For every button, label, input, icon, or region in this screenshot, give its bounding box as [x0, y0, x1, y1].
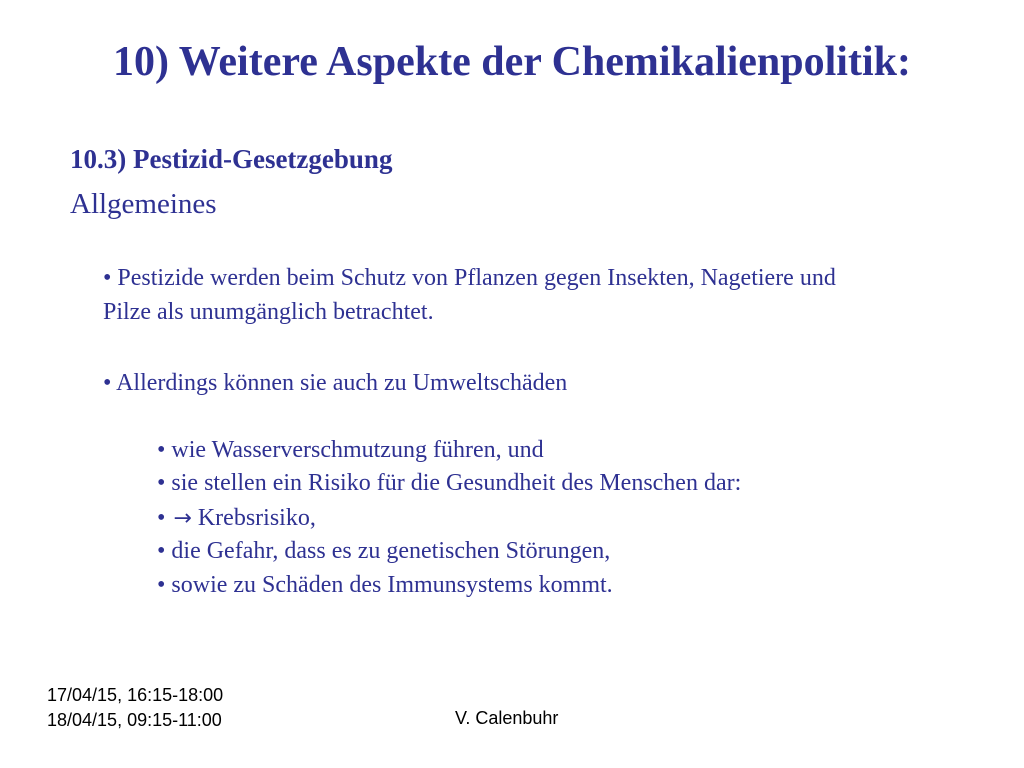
bullet-1-line-2: Pilze als unumgänglich betrachtet.: [103, 299, 434, 325]
sub-bullet-3: [157, 502, 316, 535]
footer-author: V. Calenbuhr: [455, 708, 559, 728]
sub-bullet-4: • die Gefahr, dass es zu genetischen Störungen,: [157, 538, 611, 564]
sub-bullet-1: • wie Wasserverschmutzung führen, und: [157, 437, 544, 463]
sub-bullet-5: • sowie zu Schäden des Immunsystems kommt.: [157, 572, 613, 598]
section-subtitle: 10.3) Pestizid-Gesetzgebung: [70, 144, 393, 174]
footer-date-2: 18/04/15, 09:15-11:00: [47, 710, 222, 730]
sub-bullet-3-marker: •: [157, 505, 166, 531]
bullet-1-line-1: • Pestizide werden beim Schutz von Pflanzen gegen Insekten, Nagetiere und: [103, 265, 836, 291]
section-heading: Allgemeines: [70, 188, 217, 220]
sub-bullet-2: • sie stellen ein Risiko für die Gesundheit des Menschen dar:: [157, 470, 742, 496]
footer-date-1: 17/04/15, 16:15-18:00: [47, 685, 224, 705]
right-arrow-icon: →: [173, 506, 192, 531]
slide-title: 10) Weitere Aspekte der Chemikalienpolitik:: [113, 39, 911, 85]
sub-bullet-3-text: Krebsrisiko,: [197, 505, 316, 531]
bullet-2: • Allerdings können sie auch zu Umweltschäden: [103, 370, 568, 396]
